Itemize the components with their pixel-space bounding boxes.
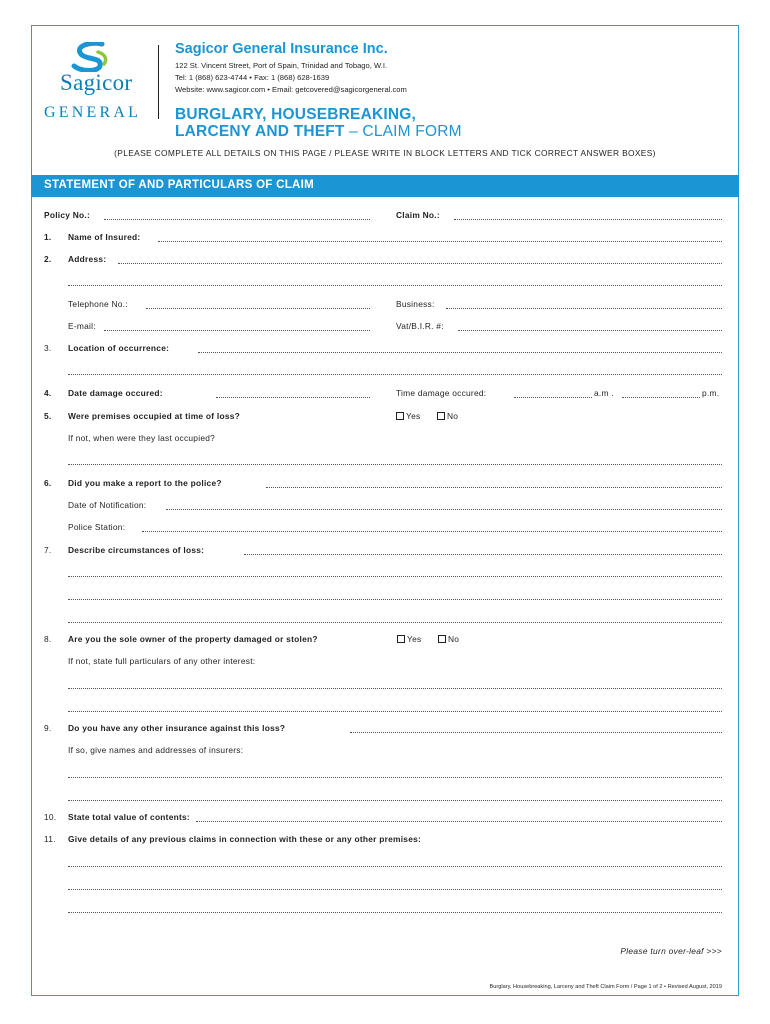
form-title-line2 <box>175 123 462 141</box>
q5-no-checkbox[interactable] <box>437 412 445 420</box>
q8-number: 8. <box>44 634 52 644</box>
previous-claims-input-line3[interactable] <box>68 905 722 913</box>
instructions: (PLEASE COMPLETE ALL DETAILS ON THIS PAGE / PLEASE WRITE IN BLOCK LETTERS AND TICK CORRECT ANSWER BOXES) <box>114 148 656 158</box>
policy-no-label: Policy No.: <box>44 210 91 220</box>
am-label: a.m . <box>594 388 614 398</box>
last-occupied-label: If not, when were they last occupied? <box>68 433 216 443</box>
vat-input[interactable] <box>458 323 722 331</box>
policy-no-input[interactable] <box>104 212 370 220</box>
other-interest-label: If not, state full particulars of any other interest: <box>68 656 256 666</box>
q8-yes-label: Yes <box>407 634 422 644</box>
q3-number: 3. <box>44 343 52 353</box>
sagicor-s-logo-icon <box>68 42 112 72</box>
email-label: E-mail: <box>68 321 96 331</box>
q2-number: 2. <box>44 254 52 264</box>
q5-number: 5. <box>44 411 52 421</box>
q6-number: 6. <box>44 478 52 488</box>
q7-number: 7. <box>44 545 52 555</box>
address-label: Address: <box>68 254 107 264</box>
q8-no-checkbox[interactable] <box>438 635 446 643</box>
telephone-label: Telephone No.: <box>68 299 128 309</box>
notification-date-label: Date of Notification: <box>68 500 147 510</box>
business-label: Business: <box>396 299 435 309</box>
q8-no-option[interactable] <box>438 634 459 644</box>
vat-label: Vat/B.I.R. #: <box>396 321 444 331</box>
form-title-rest: – CLAIM FORM <box>344 123 462 140</box>
q5-yes-option[interactable] <box>396 411 420 421</box>
logo-wordmark: Sagicor <box>60 70 133 95</box>
last-occupied-input[interactable] <box>68 457 722 465</box>
form-title-bold: LARCENY AND THEFT <box>175 123 345 140</box>
section-title: STATEMENT OF AND PARTICULARS OF CLAIM <box>44 179 315 191</box>
circumstances-input-line2[interactable] <box>68 569 722 577</box>
name-of-insured-label: Name of Insured: <box>68 232 141 242</box>
total-value-input[interactable] <box>196 814 722 822</box>
time-am-input[interactable] <box>514 390 592 398</box>
q8-yes-option[interactable] <box>397 634 421 644</box>
company-web-email: Website: www.sagicor.com • Email: getcovered@sagicorgeneral.com <box>175 85 407 94</box>
form-title-line1: BURGLARY, HOUSEBREAKING, <box>175 106 417 123</box>
other-interest-input-line1[interactable] <box>68 681 722 689</box>
q4-number: 4. <box>44 388 52 398</box>
name-of-insured-input[interactable] <box>158 234 722 242</box>
q8-yes-checkbox[interactable] <box>397 635 405 643</box>
q5-no-option[interactable] <box>437 411 458 421</box>
notification-date-input[interactable] <box>166 502 722 510</box>
location-input-line2[interactable] <box>68 367 722 375</box>
circumstances-input-line1[interactable] <box>244 547 722 555</box>
premises-occupied-label: Were premises occupied at time of loss? <box>68 411 241 421</box>
circumstances-label: Describe circumstances of loss: <box>68 545 205 555</box>
email-input[interactable] <box>104 323 370 331</box>
q1-number: 1. <box>44 232 52 242</box>
q5-yes-label: Yes <box>406 411 421 421</box>
other-insurance-label: Do you have any other insurance against this loss? <box>68 723 286 733</box>
address-input-line2[interactable] <box>68 278 722 286</box>
sole-owner-label: Are you the sole owner of the property damaged or stolen? <box>68 634 318 644</box>
q11-number: 11. <box>44 834 56 844</box>
address-input-line1[interactable] <box>118 256 722 264</box>
claim-no-label: Claim No.: <box>396 210 440 220</box>
company-name: Sagicor General Insurance Inc. <box>175 41 388 57</box>
police-station-label: Police Station: <box>68 522 126 532</box>
circumstances-input-line4[interactable] <box>68 615 722 623</box>
previous-claims-label: Give details of any previous claims in connection with these or any other premises: <box>68 834 422 844</box>
business-input[interactable] <box>446 301 722 309</box>
previous-claims-input-line2[interactable] <box>68 882 722 890</box>
time-damage-label: Time damage occured: <box>396 388 487 398</box>
time-pm-input[interactable] <box>622 390 700 398</box>
form-border <box>31 25 739 996</box>
total-value-label: State total value of contents: <box>68 812 190 822</box>
q5-yes-checkbox[interactable] <box>396 412 404 420</box>
q5-no-label: No <box>447 411 459 421</box>
claim-no-input[interactable] <box>454 212 722 220</box>
q9-number: 9. <box>44 723 52 733</box>
header-divider <box>158 45 159 119</box>
page-footer: Burglary, Housebreaking, Larceny and Theft Claim Form / Page 1 of 2 • Revised August, 2019 <box>489 984 722 990</box>
police-station-input[interactable] <box>142 524 722 532</box>
location-input-line1[interactable] <box>198 345 722 353</box>
date-damage-label: Date damage occured: <box>68 388 163 398</box>
date-damage-input[interactable] <box>216 390 370 398</box>
circumstances-input-line3[interactable] <box>68 592 722 600</box>
turn-over-note: Please turn over-leaf >>> <box>620 946 722 956</box>
q10-number: 10. <box>44 812 57 822</box>
police-report-label: Did you make a report to the police? <box>68 478 222 488</box>
q8-no-label: No <box>448 634 460 644</box>
company-address: 122 St. Vincent Street, Port of Spain, Trinidad and Tobago, W.I. <box>175 61 388 70</box>
insurers-label: If so, give names and addresses of insurers: <box>68 745 244 755</box>
location-label: Location of occurrence: <box>68 343 170 353</box>
insurers-input-line2[interactable] <box>68 793 722 801</box>
telephone-input[interactable] <box>146 301 370 309</box>
company-phone-fax: Tel: 1 (868) 623-4744 • Fax: 1 (868) 628-1639 <box>175 73 330 82</box>
pm-label: p.m. <box>702 388 720 398</box>
other-interest-input-line2[interactable] <box>68 704 722 712</box>
other-insurance-input[interactable] <box>350 725 722 733</box>
previous-claims-input-line1[interactable] <box>68 859 722 867</box>
insurers-input-line1[interactable] <box>68 770 722 778</box>
police-report-input[interactable] <box>266 480 722 488</box>
logo-subtitle: GENERAL <box>44 104 142 121</box>
